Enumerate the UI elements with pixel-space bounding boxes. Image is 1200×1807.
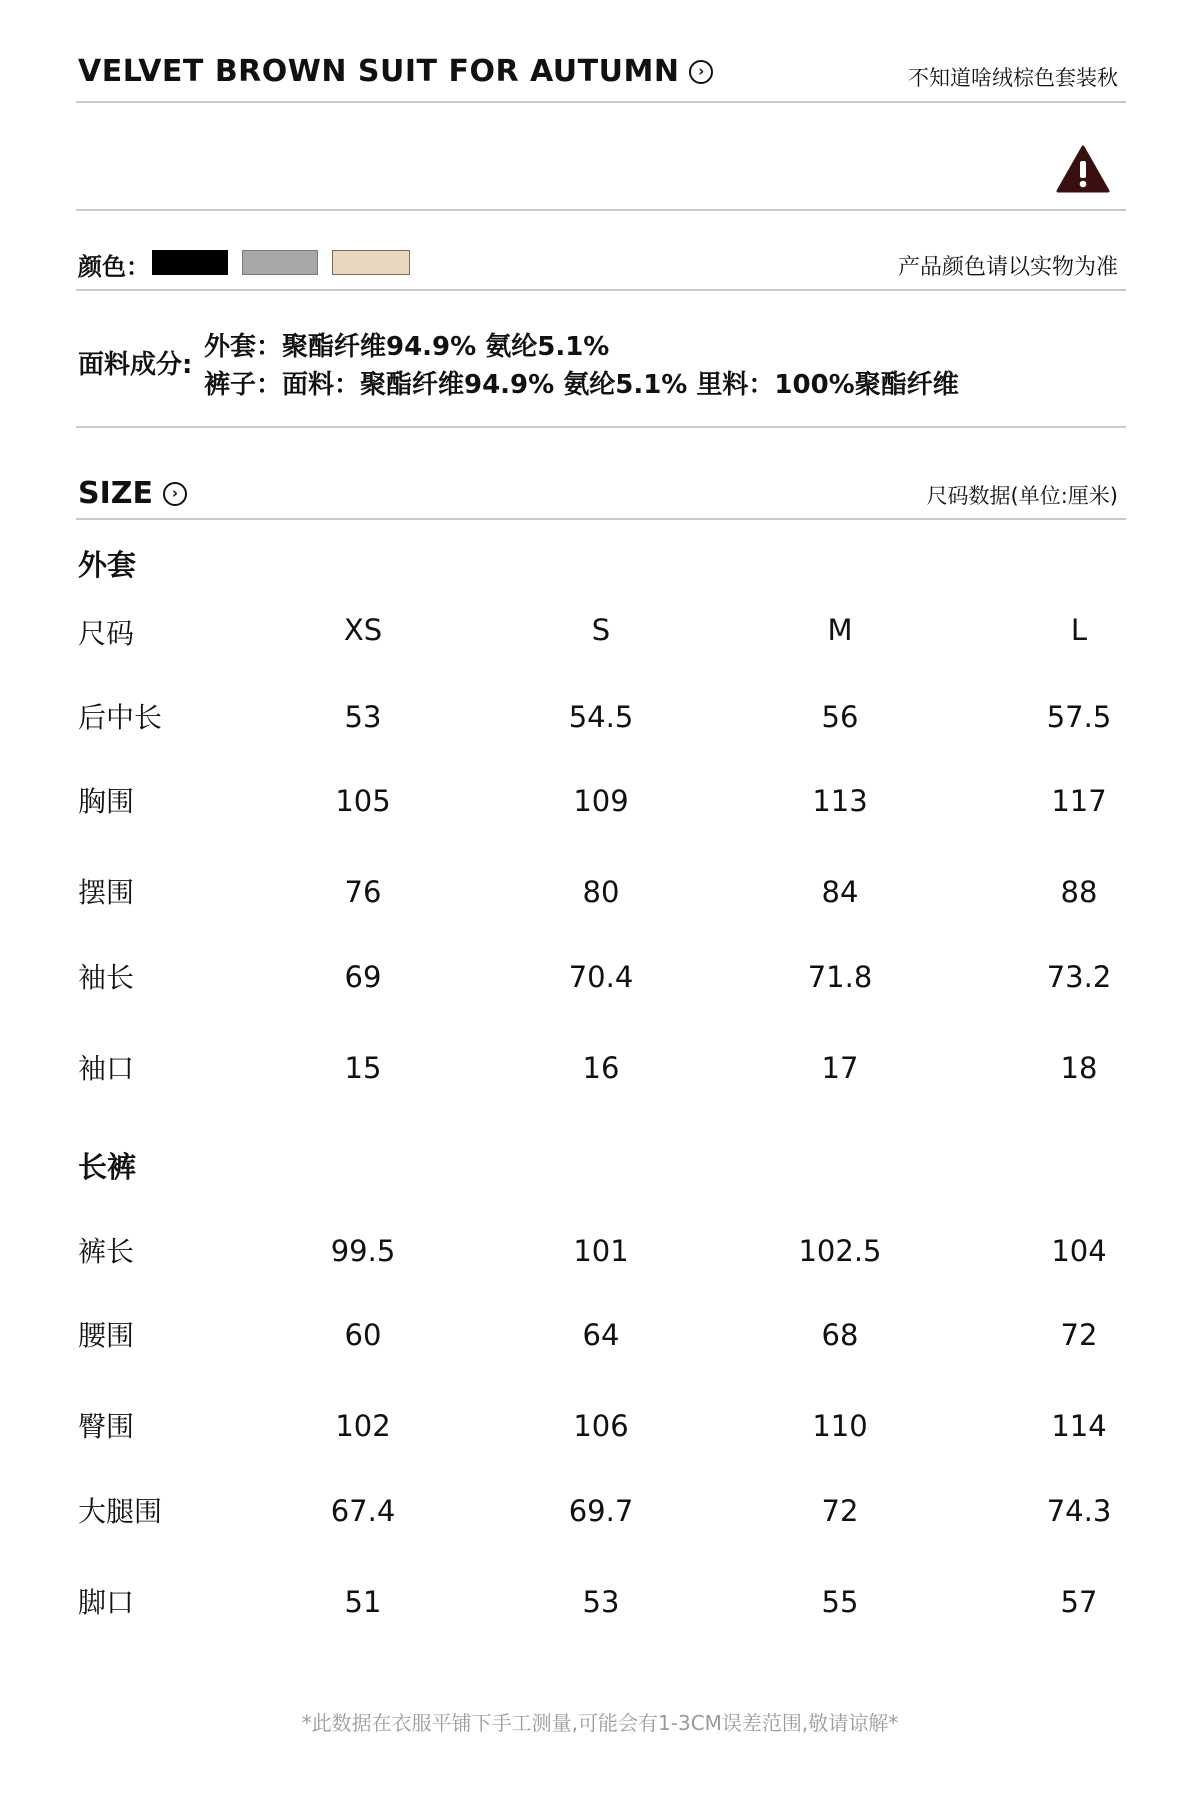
chevron-right-circle-icon: › xyxy=(163,482,187,506)
fabric-label: 面料成分: xyxy=(78,350,193,380)
color-label: 颜色： xyxy=(78,253,150,281)
table-cell: 60 xyxy=(344,1318,382,1352)
table-cell: 16 xyxy=(582,1051,620,1085)
color-swatch-gray[interactable] xyxy=(242,250,318,275)
table-cell: 15 xyxy=(344,1051,382,1085)
table-cell: 104 xyxy=(1051,1234,1107,1268)
table-cell: 17 xyxy=(821,1051,859,1085)
chevron-right-circle-icon: › xyxy=(689,60,713,84)
table-cell: 57.5 xyxy=(1046,700,1112,734)
warning-triangle-icon xyxy=(1056,144,1110,194)
row-label: 袖口 xyxy=(78,1052,135,1085)
table-cell: 54.5 xyxy=(568,700,634,734)
color-note: 产品颜色请以实物为准 xyxy=(897,255,1118,280)
table-cell: 53 xyxy=(582,1585,620,1619)
table-cell: 101 xyxy=(573,1234,629,1268)
size-header-m: M xyxy=(827,613,853,647)
table-cell: 51 xyxy=(344,1585,382,1619)
product-title-text: VELVET BROWN SUIT FOR AUTUMN xyxy=(78,54,680,89)
size-header-label: 尺码 xyxy=(78,617,135,650)
size-title xyxy=(78,476,187,511)
table-cell: 80 xyxy=(582,875,620,909)
table-cell: 110 xyxy=(812,1409,868,1443)
row-label: 脚口 xyxy=(78,1586,135,1619)
fabric-jacket: 外套：聚酯纤维94.9% 氨纶5.1% xyxy=(204,332,610,362)
section-jacket: 外套 xyxy=(78,548,137,582)
section-pants: 长裤 xyxy=(78,1150,137,1184)
table-cell: 69 xyxy=(344,960,382,994)
size-unit-note: 尺码数据(单位:厘米) xyxy=(926,484,1118,508)
table-cell: 55 xyxy=(821,1585,859,1619)
table-cell: 72 xyxy=(821,1494,859,1528)
table-cell: 70.4 xyxy=(568,960,634,994)
divider xyxy=(76,209,1126,211)
table-cell: 69.7 xyxy=(568,1494,634,1528)
product-title-cn: 不知道啥绒棕色套装秋 xyxy=(908,66,1118,90)
divider xyxy=(76,289,1126,291)
row-label: 后中长 xyxy=(78,701,163,734)
row-label: 臀围 xyxy=(78,1410,135,1443)
divider xyxy=(76,518,1126,520)
row-label: 裤长 xyxy=(78,1235,135,1268)
size-title-text: SIZE xyxy=(78,476,154,511)
table-cell: 71.8 xyxy=(807,960,873,994)
table-cell: 64 xyxy=(582,1318,620,1352)
color-swatch-beige[interactable] xyxy=(332,250,410,275)
table-cell: 68 xyxy=(821,1318,859,1352)
color-swatch-black[interactable] xyxy=(152,250,228,275)
size-header-l: L xyxy=(1070,613,1088,647)
table-cell: 76 xyxy=(344,875,382,909)
table-cell: 67.4 xyxy=(330,1494,396,1528)
table-cell: 18 xyxy=(1060,1051,1098,1085)
table-cell: 56 xyxy=(821,700,859,734)
size-header-xs: XS xyxy=(343,613,383,647)
row-label: 袖长 xyxy=(78,961,135,994)
table-cell: 102.5 xyxy=(798,1234,882,1268)
table-cell: 88 xyxy=(1060,875,1098,909)
row-label: 腰围 xyxy=(78,1319,135,1352)
divider xyxy=(76,101,1126,103)
row-label: 摆围 xyxy=(78,876,135,909)
fabric-pants: 裤子：面料：聚酯纤维94.9% 氨纶5.1% 里料：100%聚酯纤维 xyxy=(204,370,959,400)
product-title xyxy=(78,54,713,89)
table-cell: 102 xyxy=(335,1409,391,1443)
table-cell: 53 xyxy=(344,700,382,734)
measurement-footnote: *此数据在衣服平铺下手工测量,可能会有1-3CM误差范围,敬请谅解* xyxy=(301,1711,899,1735)
divider xyxy=(76,426,1126,428)
table-cell: 74.3 xyxy=(1046,1494,1112,1528)
table-cell: 73.2 xyxy=(1046,960,1112,994)
table-cell: 114 xyxy=(1051,1409,1107,1443)
table-cell: 105 xyxy=(335,784,391,818)
table-cell: 117 xyxy=(1051,784,1107,818)
table-cell: 72 xyxy=(1060,1318,1098,1352)
row-label: 大腿围 xyxy=(78,1495,163,1528)
table-cell: 113 xyxy=(812,784,868,818)
table-cell: 84 xyxy=(821,875,859,909)
table-cell: 109 xyxy=(573,784,629,818)
table-cell: 57 xyxy=(1060,1585,1098,1619)
row-label: 胸围 xyxy=(78,785,135,818)
table-cell: 106 xyxy=(573,1409,629,1443)
table-cell: 99.5 xyxy=(330,1234,396,1268)
size-header-s: S xyxy=(591,613,611,647)
